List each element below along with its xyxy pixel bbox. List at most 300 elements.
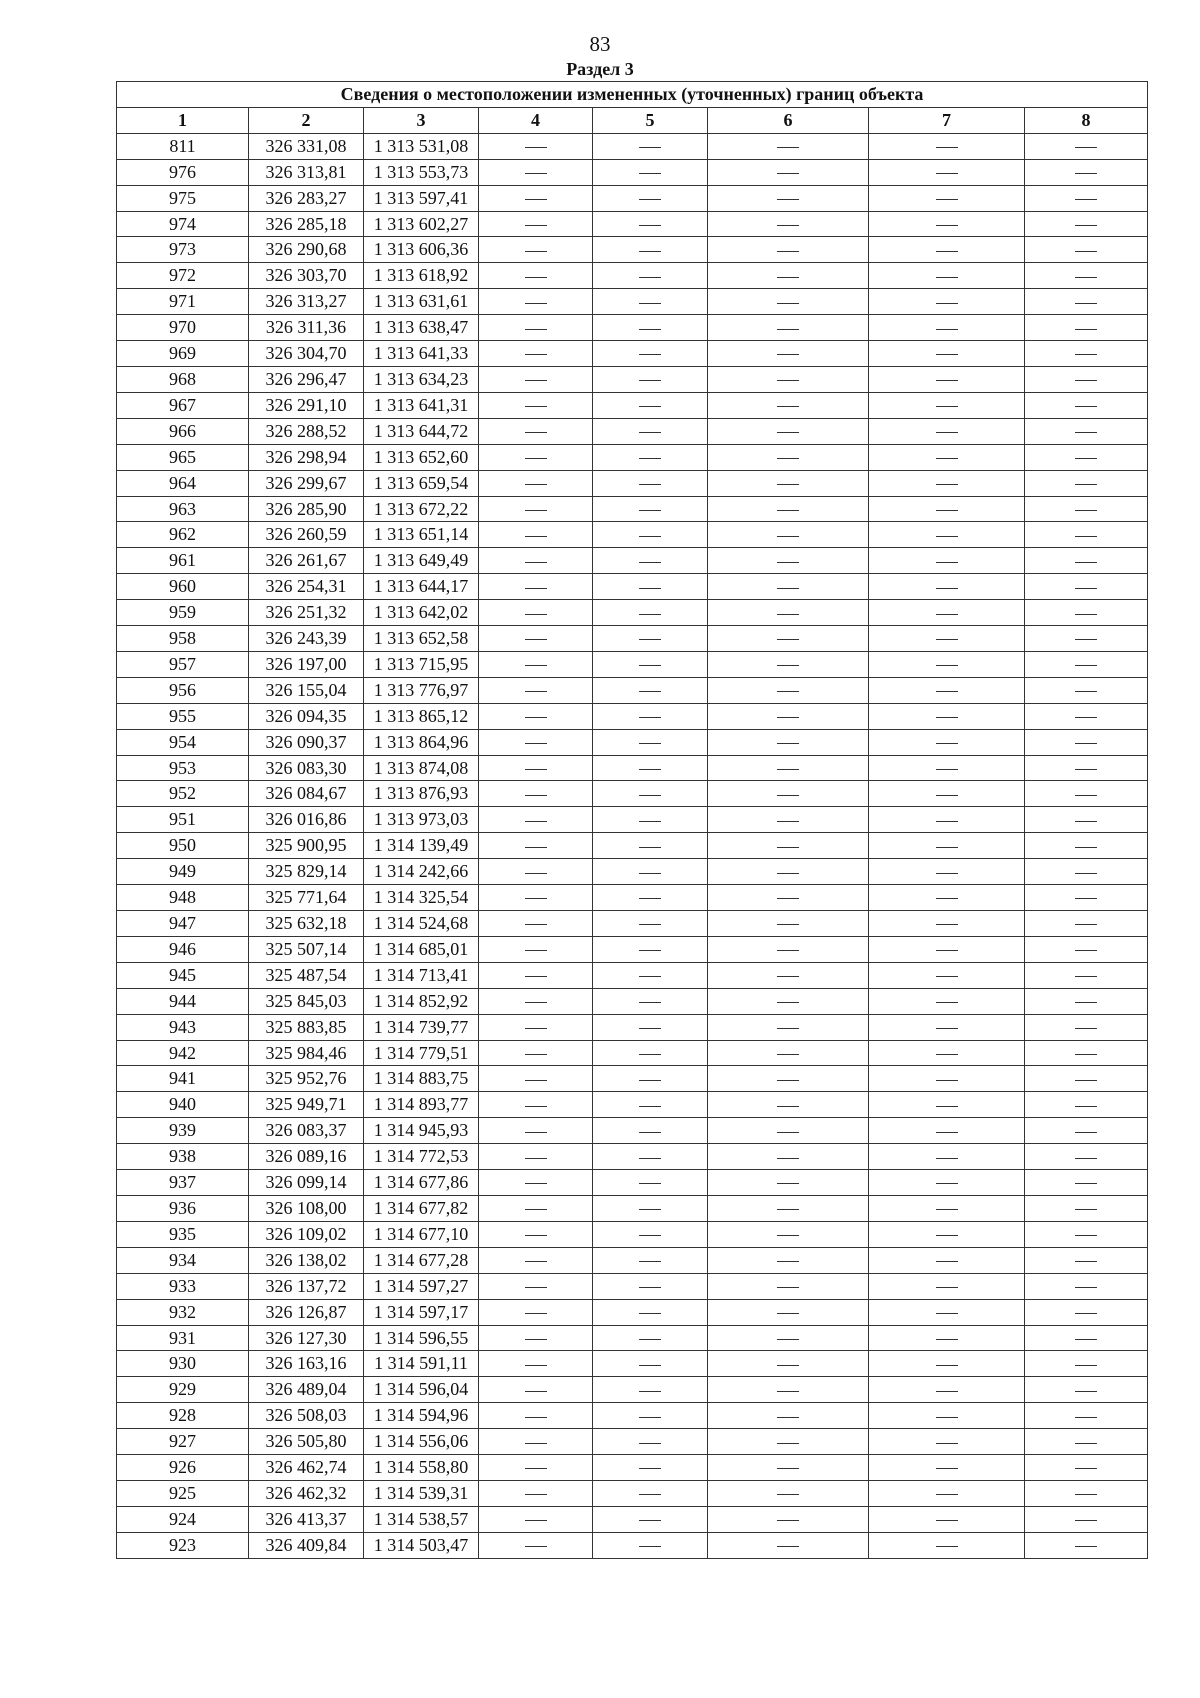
empty-dash-cell	[593, 755, 708, 781]
empty-dash-cell	[708, 1092, 869, 1118]
empty-dash-cell	[1025, 418, 1148, 444]
empty-dash-cell	[593, 859, 708, 885]
y-coordinate-cell: 1 314 597,27	[364, 1273, 479, 1299]
dash-mark	[1075, 950, 1097, 951]
empty-dash-cell	[593, 289, 708, 315]
dash-mark	[936, 976, 958, 977]
empty-dash-cell	[869, 677, 1025, 703]
x-coordinate-cell: 326 155,04	[249, 677, 364, 703]
empty-dash-cell	[708, 289, 869, 315]
dash-mark	[639, 795, 661, 796]
dash-mark	[936, 1028, 958, 1029]
dash-mark	[639, 950, 661, 951]
empty-dash-cell	[593, 315, 708, 341]
dash-mark	[777, 769, 799, 770]
dash-mark	[936, 1468, 958, 1469]
empty-dash-cell	[869, 522, 1025, 548]
empty-dash-cell	[479, 1532, 593, 1558]
dash-mark	[1075, 1443, 1097, 1444]
empty-dash-cell	[479, 159, 593, 185]
empty-dash-cell	[869, 444, 1025, 470]
dash-mark	[525, 1391, 547, 1392]
empty-dash-cell	[869, 574, 1025, 600]
table-row	[117, 159, 1148, 185]
empty-dash-cell	[593, 444, 708, 470]
y-coordinate-cell: 1 313 642,02	[364, 600, 479, 626]
dash-mark	[777, 717, 799, 718]
empty-dash-cell	[593, 185, 708, 211]
empty-dash-cell	[479, 392, 593, 418]
table-row	[117, 781, 1148, 807]
table-row	[117, 1247, 1148, 1273]
empty-dash-cell	[1025, 263, 1148, 289]
empty-dash-cell	[869, 341, 1025, 367]
empty-dash-cell	[479, 1455, 593, 1481]
dash-mark	[525, 1235, 547, 1236]
y-coordinate-cell: 1 314 713,41	[364, 962, 479, 988]
dash-mark	[639, 1494, 661, 1495]
dash-mark	[1075, 1365, 1097, 1366]
dash-mark	[936, 147, 958, 148]
empty-dash-cell	[479, 366, 593, 392]
dash-mark	[936, 199, 958, 200]
x-coordinate-cell: 326 290,68	[249, 237, 364, 263]
dash-mark	[936, 1494, 958, 1495]
dash-mark	[525, 1158, 547, 1159]
empty-dash-cell	[479, 263, 593, 289]
dash-mark	[936, 1365, 958, 1366]
dash-mark	[936, 225, 958, 226]
empty-dash-cell	[869, 859, 1025, 885]
dash-mark	[936, 380, 958, 381]
dash-mark	[1075, 251, 1097, 252]
dash-mark	[777, 1054, 799, 1055]
table-row	[117, 133, 1148, 159]
empty-dash-cell	[1025, 651, 1148, 677]
y-coordinate-cell: 1 314 503,47	[364, 1532, 479, 1558]
dash-mark	[936, 950, 958, 951]
y-coordinate-cell: 1 313 634,23	[364, 366, 479, 392]
dash-mark	[1075, 1287, 1097, 1288]
y-coordinate-cell: 1 314 325,54	[364, 885, 479, 911]
empty-dash-cell	[708, 444, 869, 470]
empty-dash-cell	[869, 600, 1025, 626]
dash-mark	[936, 354, 958, 355]
point-number-cell: 948	[117, 885, 249, 911]
empty-dash-cell	[593, 1092, 708, 1118]
y-coordinate-cell: 1 313 652,58	[364, 626, 479, 652]
y-coordinate-cell: 1 313 649,49	[364, 548, 479, 574]
empty-dash-cell	[869, 1040, 1025, 1066]
dash-mark	[639, 406, 661, 407]
point-number-cell: 928	[117, 1403, 249, 1429]
empty-dash-cell	[593, 1221, 708, 1247]
dash-mark	[1075, 1106, 1097, 1107]
dash-mark	[639, 1546, 661, 1547]
empty-dash-cell	[708, 159, 869, 185]
dash-mark	[525, 329, 547, 330]
empty-dash-cell	[479, 885, 593, 911]
x-coordinate-cell: 326 254,31	[249, 574, 364, 600]
dash-mark	[525, 406, 547, 407]
table-row	[117, 729, 1148, 755]
dash-mark	[1075, 588, 1097, 589]
dash-mark	[936, 1158, 958, 1159]
dash-mark	[777, 588, 799, 589]
dash-mark	[777, 1417, 799, 1418]
dash-mark	[639, 847, 661, 848]
point-number-cell: 947	[117, 911, 249, 937]
x-coordinate-cell: 326 303,70	[249, 263, 364, 289]
dash-mark	[1075, 1313, 1097, 1314]
dash-mark	[777, 1365, 799, 1366]
dash-mark	[525, 458, 547, 459]
table-row	[117, 470, 1148, 496]
dash-mark	[1075, 303, 1097, 304]
x-coordinate-cell: 326 291,10	[249, 392, 364, 418]
dash-mark	[777, 536, 799, 537]
empty-dash-cell	[708, 1273, 869, 1299]
empty-dash-cell	[1025, 1170, 1148, 1196]
empty-dash-cell	[869, 1144, 1025, 1170]
dash-mark	[777, 1520, 799, 1521]
table-row	[117, 1040, 1148, 1066]
point-number-cell: 973	[117, 237, 249, 263]
point-number-cell: 924	[117, 1506, 249, 1532]
dash-mark	[1075, 199, 1097, 200]
page-number: 83	[589, 32, 611, 56]
empty-dash-cell	[479, 470, 593, 496]
empty-dash-cell	[593, 1325, 708, 1351]
y-coordinate-cell: 1 313 874,08	[364, 755, 479, 781]
dash-mark	[1075, 743, 1097, 744]
dash-mark	[639, 1468, 661, 1469]
dash-mark	[1075, 1494, 1097, 1495]
table-row	[117, 885, 1148, 911]
dash-mark	[777, 458, 799, 459]
dash-mark	[525, 510, 547, 511]
empty-dash-cell	[479, 962, 593, 988]
empty-dash-cell	[1025, 1247, 1148, 1273]
point-number-cell: 939	[117, 1118, 249, 1144]
empty-dash-cell	[1025, 781, 1148, 807]
dash-mark	[777, 1494, 799, 1495]
empty-dash-cell	[593, 1195, 708, 1221]
point-number-cell: 935	[117, 1221, 249, 1247]
empty-dash-cell	[593, 1506, 708, 1532]
empty-dash-cell	[479, 185, 593, 211]
dash-mark	[525, 1443, 547, 1444]
y-coordinate-cell: 1 313 776,97	[364, 677, 479, 703]
empty-dash-cell	[593, 729, 708, 755]
empty-dash-cell	[869, 833, 1025, 859]
point-number-cell: 943	[117, 1014, 249, 1040]
empty-dash-cell	[1025, 315, 1148, 341]
empty-dash-cell	[708, 1066, 869, 1092]
x-coordinate-cell: 325 507,14	[249, 936, 364, 962]
dash-mark	[936, 251, 958, 252]
dash-mark	[639, 1158, 661, 1159]
empty-dash-cell	[479, 1195, 593, 1221]
empty-dash-cell	[869, 729, 1025, 755]
table-row	[117, 755, 1148, 781]
empty-dash-cell	[593, 1403, 708, 1429]
dash-mark	[525, 432, 547, 433]
section-title: Раздел 3	[566, 59, 634, 79]
dash-mark	[777, 614, 799, 615]
empty-dash-cell	[479, 1299, 593, 1325]
empty-dash-cell	[1025, 962, 1148, 988]
dash-mark	[639, 1132, 661, 1133]
table-row	[117, 418, 1148, 444]
point-number-cell: 931	[117, 1325, 249, 1351]
dash-mark	[639, 1313, 661, 1314]
empty-dash-cell	[479, 1377, 593, 1403]
dash-mark	[525, 639, 547, 640]
dash-mark	[777, 1132, 799, 1133]
dash-mark	[525, 484, 547, 485]
empty-dash-cell	[708, 626, 869, 652]
dash-mark	[639, 1080, 661, 1081]
dash-mark	[1075, 1468, 1097, 1469]
empty-dash-cell	[869, 1221, 1025, 1247]
dash-mark	[525, 847, 547, 848]
dash-mark	[936, 1235, 958, 1236]
empty-dash-cell	[479, 911, 593, 937]
empty-dash-cell	[1025, 755, 1148, 781]
y-coordinate-cell: 1 313 864,96	[364, 729, 479, 755]
dash-mark	[936, 795, 958, 796]
empty-dash-cell	[708, 755, 869, 781]
y-coordinate-cell: 1 313 641,31	[364, 392, 479, 418]
table-row	[117, 1455, 1148, 1481]
empty-dash-cell	[1025, 1403, 1148, 1429]
empty-dash-cell	[479, 289, 593, 315]
empty-dash-cell	[479, 703, 593, 729]
dash-mark	[639, 898, 661, 899]
empty-dash-cell	[479, 496, 593, 522]
x-coordinate-cell: 326 409,84	[249, 1532, 364, 1558]
empty-dash-cell	[593, 1455, 708, 1481]
table-row	[117, 626, 1148, 652]
empty-dash-cell	[1025, 1066, 1148, 1092]
empty-dash-cell	[869, 1377, 1025, 1403]
dash-mark	[525, 1028, 547, 1029]
point-number-cell: 938	[117, 1144, 249, 1170]
dash-mark	[777, 303, 799, 304]
empty-dash-cell	[869, 755, 1025, 781]
dash-mark	[639, 251, 661, 252]
empty-dash-cell	[1025, 1299, 1148, 1325]
empty-dash-cell	[708, 1299, 869, 1325]
empty-dash-cell	[1025, 470, 1148, 496]
empty-dash-cell	[869, 911, 1025, 937]
dash-mark	[525, 1520, 547, 1521]
point-number-cell: 959	[117, 600, 249, 626]
empty-dash-cell	[479, 1506, 593, 1532]
x-coordinate-cell: 326 296,47	[249, 366, 364, 392]
point-number-cell: 941	[117, 1066, 249, 1092]
y-coordinate-cell: 1 314 893,77	[364, 1092, 479, 1118]
dash-mark	[639, 717, 661, 718]
dash-mark	[639, 924, 661, 925]
dash-mark	[1075, 873, 1097, 874]
dash-mark	[639, 303, 661, 304]
empty-dash-cell	[1025, 548, 1148, 574]
empty-dash-cell	[869, 1532, 1025, 1558]
dash-mark	[639, 1261, 661, 1262]
dash-mark	[777, 406, 799, 407]
dash-mark	[639, 588, 661, 589]
empty-dash-cell	[593, 1040, 708, 1066]
empty-dash-cell	[1025, 496, 1148, 522]
dash-mark	[936, 1054, 958, 1055]
dash-mark	[777, 847, 799, 848]
empty-dash-cell	[708, 833, 869, 859]
dash-mark	[525, 1468, 547, 1469]
x-coordinate-cell: 326 261,67	[249, 548, 364, 574]
empty-dash-cell	[479, 1429, 593, 1455]
dash-mark	[777, 251, 799, 252]
point-number-cell: 967	[117, 392, 249, 418]
table-row	[117, 1377, 1148, 1403]
empty-dash-cell	[593, 1170, 708, 1196]
empty-dash-cell	[869, 418, 1025, 444]
empty-dash-cell	[593, 600, 708, 626]
empty-dash-cell	[869, 1195, 1025, 1221]
empty-dash-cell	[593, 1351, 708, 1377]
point-number-cell: 934	[117, 1247, 249, 1273]
empty-dash-cell	[869, 133, 1025, 159]
x-coordinate-cell: 326 313,81	[249, 159, 364, 185]
dash-mark	[639, 743, 661, 744]
y-coordinate-cell: 1 314 558,80	[364, 1455, 479, 1481]
dash-mark	[639, 976, 661, 977]
empty-dash-cell	[593, 1480, 708, 1506]
y-coordinate-cell: 1 313 865,12	[364, 703, 479, 729]
empty-dash-cell	[869, 211, 1025, 237]
empty-dash-cell	[869, 936, 1025, 962]
x-coordinate-cell: 326 109,02	[249, 1221, 364, 1247]
dash-mark	[777, 743, 799, 744]
table-row	[117, 1144, 1148, 1170]
dash-mark	[1075, 1002, 1097, 1003]
point-number-cell: 952	[117, 781, 249, 807]
dash-mark	[936, 1183, 958, 1184]
empty-dash-cell	[708, 392, 869, 418]
dash-mark	[777, 821, 799, 822]
empty-dash-cell	[708, 522, 869, 548]
table-row	[117, 1195, 1148, 1221]
x-coordinate-cell: 326 331,08	[249, 133, 364, 159]
point-number-cell: 964	[117, 470, 249, 496]
empty-dash-cell	[1025, 159, 1148, 185]
empty-dash-cell	[1025, 600, 1148, 626]
dash-mark	[639, 1209, 661, 1210]
dash-mark	[1075, 717, 1097, 718]
empty-dash-cell	[479, 341, 593, 367]
empty-dash-cell	[479, 1273, 593, 1299]
dash-mark	[936, 562, 958, 563]
empty-dash-cell	[1025, 185, 1148, 211]
dash-mark	[639, 1443, 661, 1444]
empty-dash-cell	[708, 600, 869, 626]
dash-mark	[525, 873, 547, 874]
empty-dash-cell	[708, 1040, 869, 1066]
dash-mark	[525, 924, 547, 925]
empty-dash-cell	[1025, 1195, 1148, 1221]
empty-dash-cell	[479, 1351, 593, 1377]
dash-mark	[525, 1417, 547, 1418]
x-coordinate-cell: 325 487,54	[249, 962, 364, 988]
empty-dash-cell	[1025, 1144, 1148, 1170]
dash-mark	[639, 1391, 661, 1392]
table-row	[117, 1480, 1148, 1506]
empty-dash-cell	[479, 859, 593, 885]
y-coordinate-cell: 1 314 597,17	[364, 1299, 479, 1325]
dash-mark	[525, 536, 547, 537]
dash-mark	[1075, 432, 1097, 433]
dash-mark	[777, 1209, 799, 1210]
empty-dash-cell	[869, 807, 1025, 833]
table-row	[117, 1299, 1148, 1325]
table-row	[117, 496, 1148, 522]
x-coordinate-cell: 326 288,52	[249, 418, 364, 444]
y-coordinate-cell: 1 314 539,31	[364, 1480, 479, 1506]
x-coordinate-cell: 326 311,36	[249, 315, 364, 341]
dash-mark	[777, 432, 799, 433]
dash-mark	[525, 691, 547, 692]
point-number-cell: 956	[117, 677, 249, 703]
empty-dash-cell	[1025, 1273, 1148, 1299]
x-coordinate-cell: 325 632,18	[249, 911, 364, 937]
dash-mark	[777, 1546, 799, 1547]
x-coordinate-cell: 326 090,37	[249, 729, 364, 755]
table-row	[117, 807, 1148, 833]
empty-dash-cell	[593, 703, 708, 729]
x-coordinate-cell: 325 771,64	[249, 885, 364, 911]
dash-mark	[525, 380, 547, 381]
dash-mark	[1075, 1546, 1097, 1547]
empty-dash-cell	[479, 600, 593, 626]
dash-mark	[936, 484, 958, 485]
table-row	[117, 211, 1148, 237]
empty-dash-cell	[869, 1170, 1025, 1196]
dash-mark	[777, 1468, 799, 1469]
point-number-cell: 957	[117, 651, 249, 677]
dash-mark	[525, 976, 547, 977]
point-number-cell: 946	[117, 936, 249, 962]
empty-dash-cell	[708, 988, 869, 1014]
empty-dash-cell	[708, 1480, 869, 1506]
dash-mark	[936, 1261, 958, 1262]
dash-mark	[777, 873, 799, 874]
table-row	[117, 988, 1148, 1014]
empty-dash-cell	[1025, 859, 1148, 885]
table-row	[117, 962, 1148, 988]
empty-dash-cell	[1025, 1532, 1148, 1558]
dash-mark	[639, 691, 661, 692]
empty-dash-cell	[1025, 366, 1148, 392]
table-row	[117, 1170, 1148, 1196]
point-number-cell: 965	[117, 444, 249, 470]
dash-mark	[525, 199, 547, 200]
y-coordinate-cell: 1 314 596,04	[364, 1377, 479, 1403]
x-coordinate-cell: 326 251,32	[249, 600, 364, 626]
point-number-cell: 958	[117, 626, 249, 652]
dash-mark	[639, 1235, 661, 1236]
empty-dash-cell	[869, 781, 1025, 807]
